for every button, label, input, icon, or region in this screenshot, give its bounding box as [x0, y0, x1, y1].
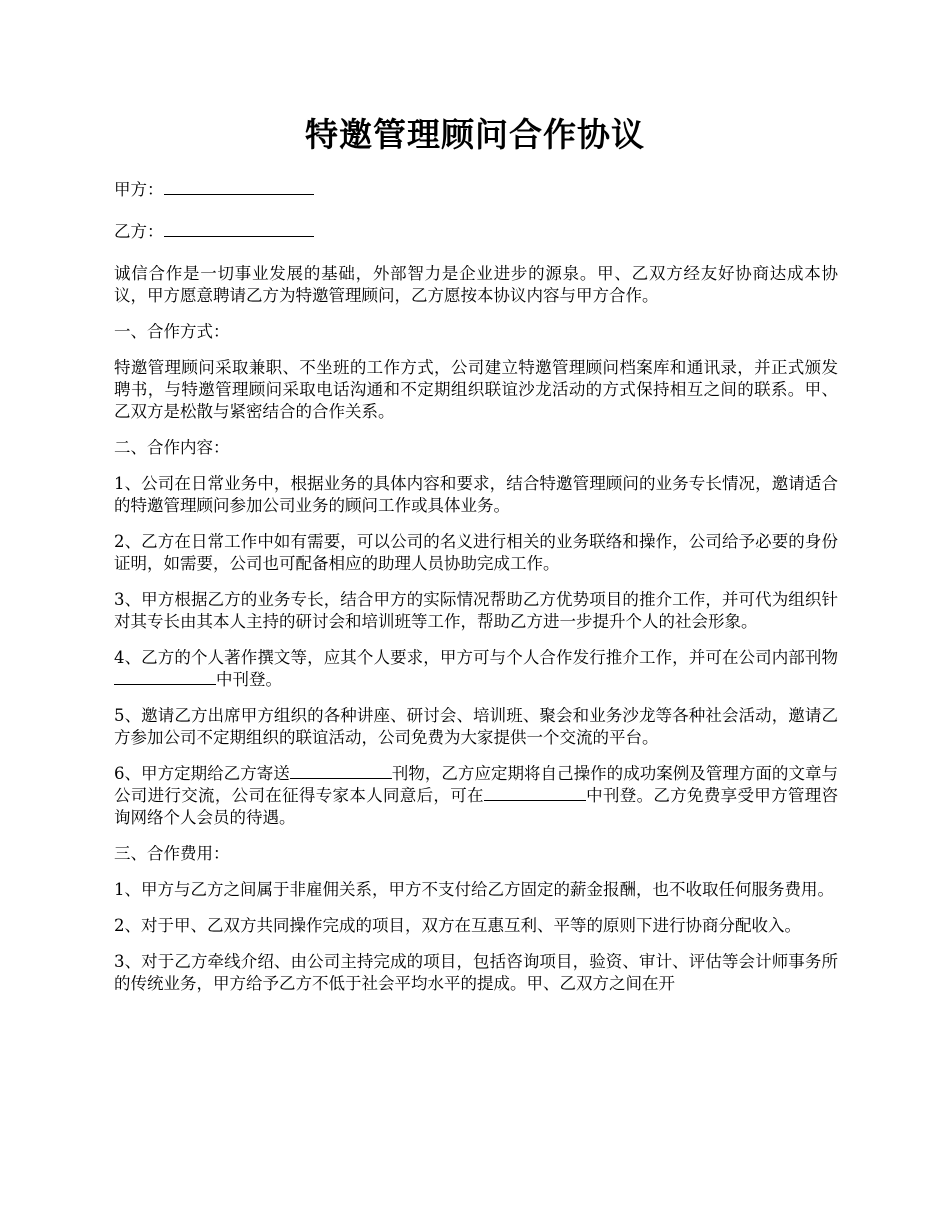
section-2-item-4-text-b: 中刊登。 [216, 670, 282, 689]
publication-place-blank [484, 785, 586, 801]
document-title: 特邀管理顾问合作协议 [305, 115, 645, 154]
intro-paragraph: 诚信合作是一切事业发展的基础，外部智力是企业进步的源泉。甲、乙双方经友好协商达成本协议，甲方愿意聘请乙方为特邀管理顾问，乙方愿按本协议内容与甲方合作。 [114, 264, 838, 305]
party-a-label: 甲方： [114, 180, 164, 199]
section-2-item-6-text-c: 中刊登。乙方免费享受甲方管理咨询网络个人会员的待遇。 [114, 786, 839, 827]
section-3-heading: 三、合作费用： [114, 844, 230, 863]
publication-blank [114, 669, 216, 685]
section-2-item-6-text-a: 6、甲方定期给乙方寄送 [114, 764, 290, 783]
section-2-item-3: 3、甲方根据乙方的业务专长，结合甲方的实际情况帮助乙方优势项目的推介工作，并可代为组织针对其专长由其本人主持的研讨会和培训班等工作，帮助乙方进一步提升个人的社会形象。 [114, 590, 838, 631]
section-3-item-2: 2、对于甲、乙双方共同操作完成的项目，双方在互惠互利、平等的原则下进行协商分配收入。 [114, 916, 801, 935]
party-a-blank [164, 179, 314, 195]
section-2-item-5: 5、邀请乙方出席甲方组织的各种讲座、研讨会、培训班、聚会和业务沙龙等各种社会活动，邀请乙方参加公司不定期组织的联谊活动，公司免费为大家提供一个交流的平台。 [114, 706, 838, 747]
section-1-paragraph: 特邀管理顾问采取兼职、不坐班的工作方式，公司建立特邀管理顾问档案库和通讯录，并正式颁发聘书，与特邀管理顾问采取电话沟通和不定期组织联谊沙龙活动的方式保持相互之间的联系。甲、乙双方是松散与紧密结合的合作关系。 [114, 358, 838, 421]
section-3-item-1: 1、甲方与乙方之间属于非雇佣关系，甲方不支付给乙方固定的薪金报酬，也不收取任何服务费用。 [114, 880, 834, 899]
section-2-item-4 [114, 647, 838, 691]
section-2-heading: 二、合作内容： [114, 438, 230, 457]
party-b-line [114, 221, 838, 243]
section-2-item-6-text-b: 刊物，乙方应定期将自己操作的成功案例及管理方面的文章与公司进行交流，公司在征得专家本人同意后，可在 [114, 764, 839, 805]
party-a-line [114, 179, 838, 201]
party-b-label: 乙方： [114, 222, 164, 241]
section-2-item-1: 1、公司在日常业务中，根据业务的具体内容和要求，结合特邀管理顾问的业务专长情况，邀请适合的特邀管理顾问参加公司业务的顾问工作或具体业务。 [114, 474, 838, 515]
section-2-item-6 [114, 763, 838, 829]
section-2-item-4-text-a: 4、乙方的个人著作撰文等，应其个人要求，甲方可与个人合作发行推介工作，并可在公司内部刊物 [114, 648, 838, 667]
section-3-item-3: 3、对于乙方牵线介绍、由公司主持完成的项目，包括咨询项目，验资、审计、评估等会计师事务所的传统业务，甲方给予乙方不低于社会平均水平的提成。甲、乙双方之间在开 [114, 952, 838, 993]
section-1-heading: 一、合作方式： [114, 322, 230, 341]
party-b-blank [164, 221, 314, 237]
document-body [114, 179, 838, 1009]
section-2-item-2: 2、乙方在日常工作中如有需要，可以公司的名义进行相关的业务联络和操作，公司给予必要的身份证明，如需要，公司也可配备相应的助理人员协助完成工作。 [114, 532, 838, 573]
periodical-blank [290, 763, 392, 779]
